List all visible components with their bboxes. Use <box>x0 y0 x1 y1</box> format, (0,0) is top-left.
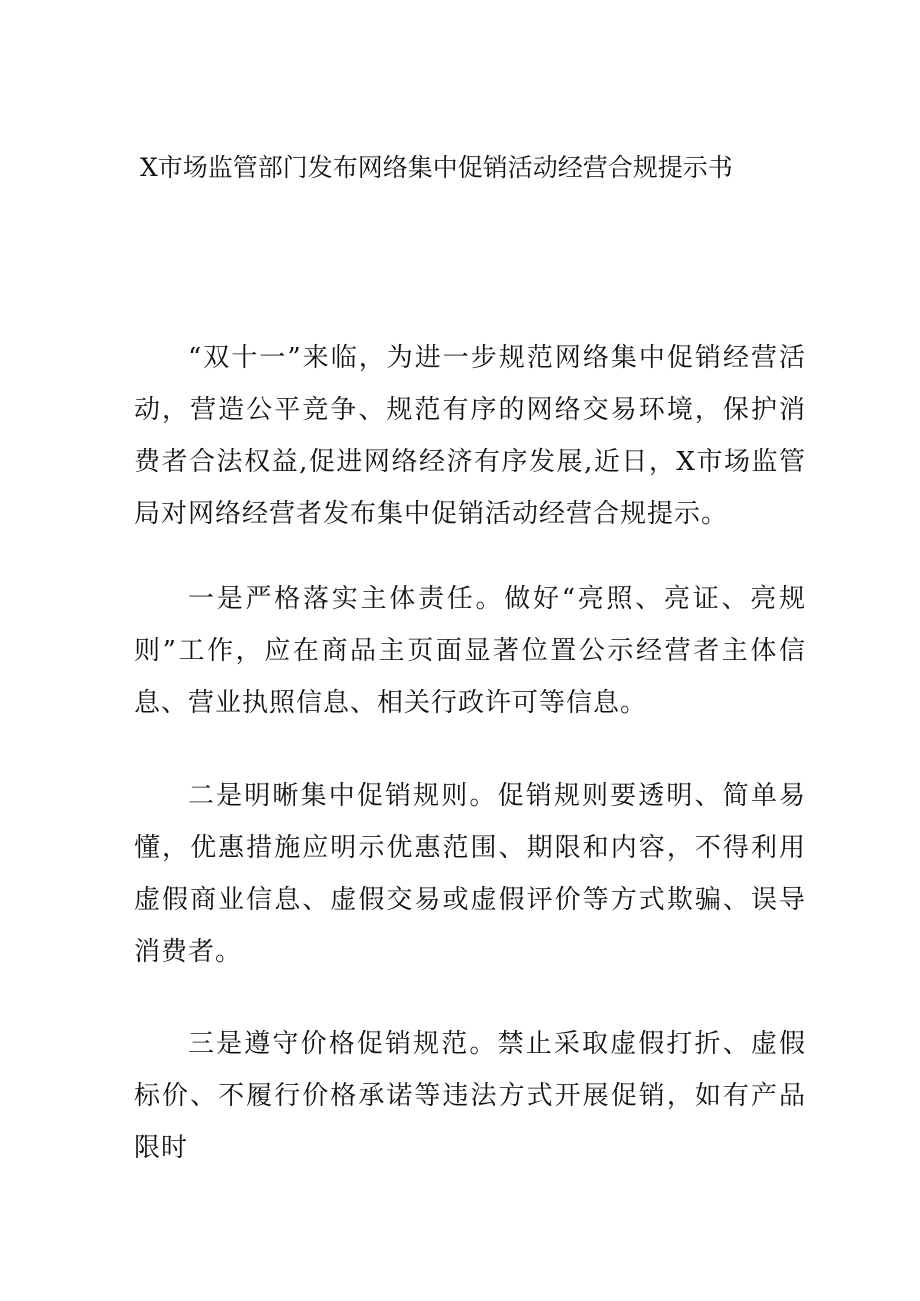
paragraph-point-three: 三是遵守价格促销规范。禁止采取虚假打折、虚假标价、不履行价格承诺等违法方式开展促销，如有产品限时 <box>134 1029 806 1163</box>
document-title: X市场监管部门发布网络集中促销活动经营合规提示书 <box>140 153 733 182</box>
paragraph-point-two: 二是明晰集中促销规则。促销规则要透明、简单易懂，优惠措施应明示优惠范围、期限和内容，不得利用虚假商业信息、虚假交易或虚假评价等方式欺骗、误导消费者。 <box>134 781 806 967</box>
paragraph-intro: “双十一”来临，为进一步规范网络集中促销经营活动，营造公平竞争、规范有序的网络交易环境，保护消费者合法权益,促进网络经济有序发展,近日，X市场监管局对网络经营者发布集中促销活动经营合规提示。 <box>134 343 806 529</box>
paragraph-point-one: 一是严格落实主体责任。做好“亮照、亮证、亮规则”工作，应在商品主页面显著位置公示经营者主体信息、营业执照信息、相关行政许可等信息。 <box>134 584 806 718</box>
